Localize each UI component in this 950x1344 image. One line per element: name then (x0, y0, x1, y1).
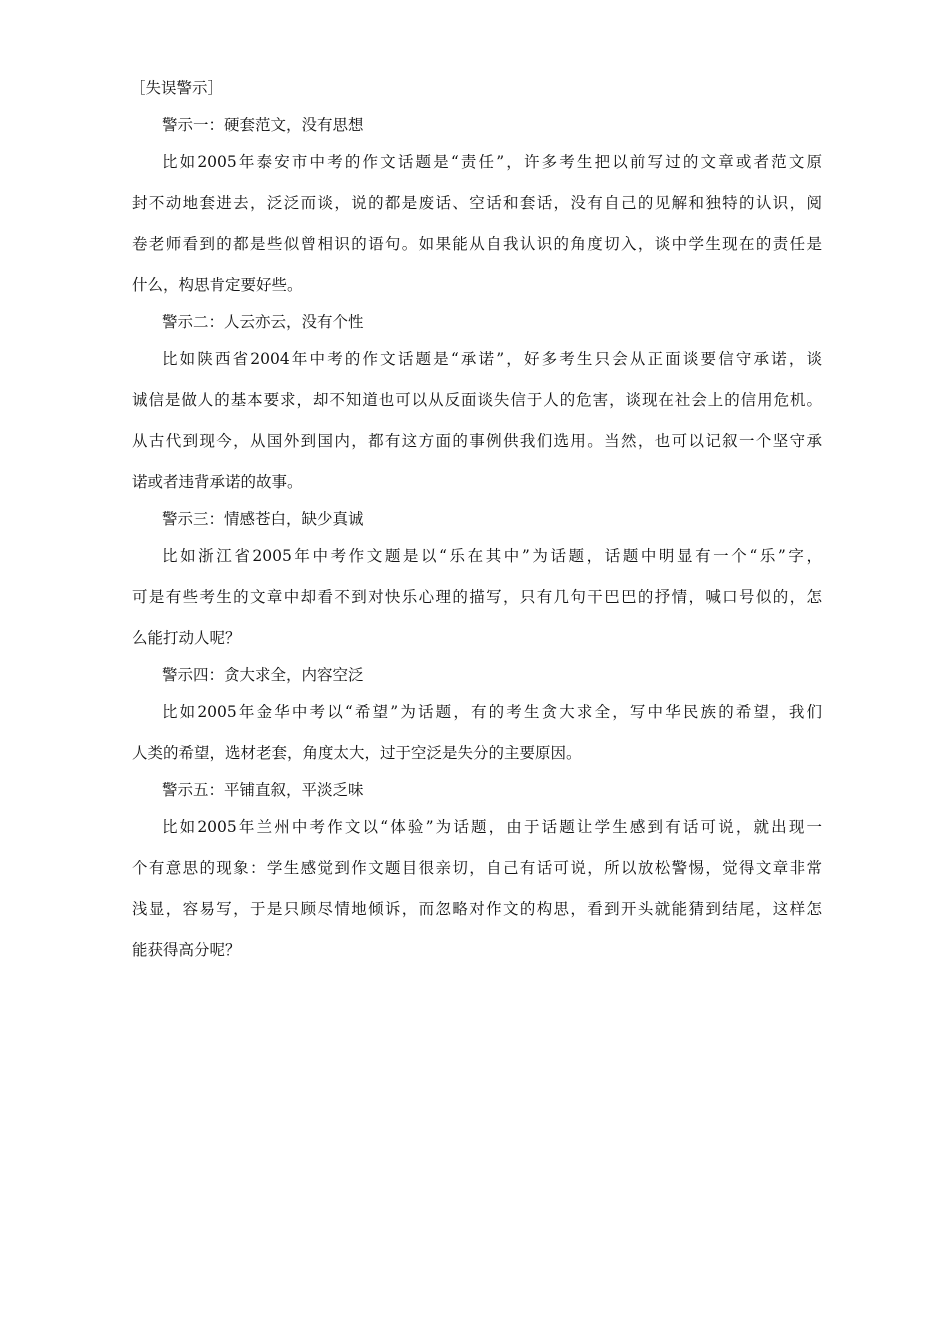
warning-paragraph-1 (132, 152, 822, 295)
warning-heading-5: 警示五：平铺直叙，平淡乏味 (162, 781, 364, 799)
paragraph-line: 比如2005年金华中考以“希望”为话题，有的考生贪大求全，写中华民族的希望，我们 (162, 703, 822, 721)
warning-paragraph-3 (132, 546, 822, 648)
warning-paragraph-4 (132, 702, 822, 763)
paragraph-line: 诺或者违背承诺的故事。 (132, 473, 303, 491)
paragraph-line: 封不动地套进去，泛泛而谈，说的都是废话、空话和套话，没有自己的见解和独特的认识，阅 (132, 194, 822, 212)
document-body (132, 78, 822, 977)
warning-paragraph-2 (132, 349, 822, 492)
section-title: ［失误警示］ (130, 79, 224, 97)
paragraph-line: 能获得高分呢？ (132, 941, 241, 959)
paragraph-line: 卷老师看到的都是些似曾相识的语句。如果能从自我认识的角度切入，谈中学生现在的责任是 (132, 235, 822, 253)
warning-heading-1: 警示一：硬套范文，没有思想 (162, 116, 364, 134)
paragraph-line: 从古代到现今，从国外到国内，都有这方面的事例供我们选用。当然，也可以记叙一个坚守承 (132, 432, 822, 450)
paragraph-line: 个有意思的现象：学生感觉到作文题目很亲切，自己有话可说，所以放松警惕，觉得文章非常 (132, 859, 822, 877)
paragraph-line: 人类的希望，选材老套，角度太大，过于空泛是失分的主要原因。 (132, 744, 582, 762)
warning-heading-2: 警示二：人云亦云，没有个性 (162, 313, 364, 331)
paragraph-line: 什么，构思肯定要好些。 (132, 276, 303, 294)
paragraph-line: 比如陕西省2004年中考的作文话题是“承诺”，好多考生只会从正面谈要信守承诺，谈 (162, 350, 822, 368)
warning-heading-3: 警示三：情感苍白，缺少真诚 (162, 510, 364, 528)
warning-heading-4: 警示四：贪大求全，内容空泛 (162, 666, 364, 684)
paragraph-line: 么能打动人呢？ (132, 629, 241, 647)
warning-paragraph-5 (132, 817, 822, 960)
paragraph-line: 可是有些考生的文章中却看不到对快乐心理的描写，只有几句干巴巴的抒情，喊口号似的，怎 (132, 588, 822, 606)
paragraph-line: 比如2005年兰州中考作文以“体验”为话题，由于话题让学生感到有话可说，就出现一 (162, 818, 822, 836)
paragraph-line: 比如浙江省2005年中考作文题是以“乐在其中”为话题，话题中明显有一个“乐”字， (162, 547, 822, 565)
paragraph-line: 诚信是做人的基本要求，却不知道也可以从反面谈失信于人的危害，谈现在社会上的信用危机。 (132, 391, 822, 409)
paragraph-line: 浅显，容易写，于是只顾尽情地倾诉，而忽略对作文的构思，看到开头就能猜到结尾，这样怎 (132, 900, 822, 918)
paragraph-line: 比如2005年泰安市中考的作文话题是“责任”，许多考生把以前写过的文章或者范文原 (162, 153, 822, 171)
